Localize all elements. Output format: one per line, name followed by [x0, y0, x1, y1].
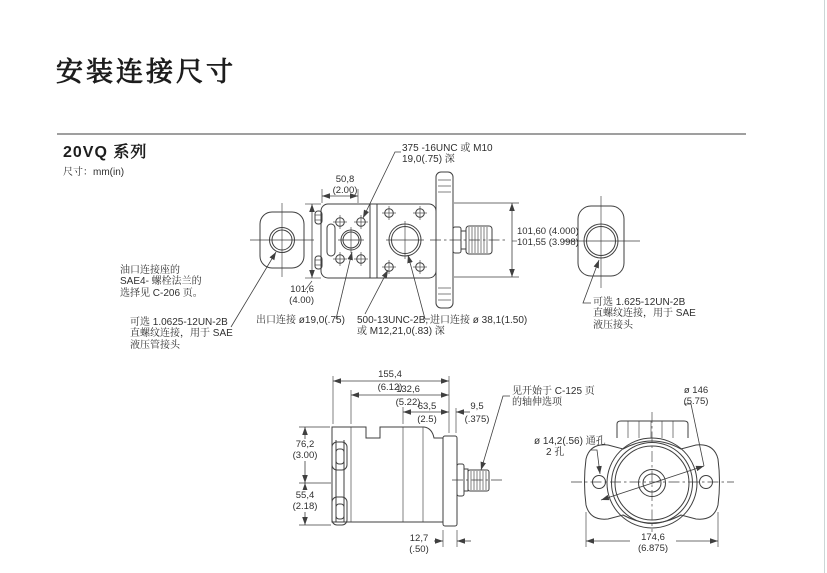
inlet-thread-note: 500-13UNC-2B, 或 M12,21,0(.83) 深: [357, 315, 445, 338]
port-pad-note: 油口连接座的 SAE4- 螺栓法兰的 选择见 C-206 页。: [120, 265, 203, 299]
dim-12-7: 12,7 (.50): [409, 533, 429, 555]
dim-132-6: 132,6 (5.22): [395, 384, 421, 408]
outlet-flange-view: [231, 203, 314, 327]
dim-9-5: 9,5 (.375): [464, 401, 490, 425]
inlet-option-note: 可选 1.625-12UN-2B 直螺纹连接，用于 SAE 液压接头: [593, 297, 696, 331]
dim-55-4: 55,4 (2.18): [282, 490, 328, 512]
dim-101-6: 101,6 (4.00): [289, 284, 314, 306]
shaft-option-note: 见开始于 C-125 页 的轴伸选项: [512, 386, 595, 409]
mounting-flange-side-view: [443, 436, 457, 526]
through-holes-note: ø 14,2(.56) 通孔 2 孔: [534, 436, 606, 459]
dim-76-2: 76,2 (3.00): [282, 439, 328, 461]
units-label: 尺寸：mm(in): [63, 167, 125, 178]
dim-63-5: 63,5 (2.5): [417, 401, 437, 425]
end-view-drawing: [571, 404, 734, 547]
page-edge-line: [824, 0, 825, 573]
dim-155-4: 155,4 (6.12): [377, 369, 403, 393]
series-title: 20VQ 系列: [63, 144, 148, 161]
inlet-flange-view: [563, 196, 640, 303]
outlet-port-label: 出口连接 ø19,0(.75): [256, 315, 345, 326]
outlet-option-note: 可选 1.0625-12UN-2B 直螺纹连接，用于 SAE 液压管接头: [130, 317, 233, 351]
page-title: 安装连接尺寸: [56, 57, 236, 87]
dim-146: ø 146 (5.75): [683, 385, 709, 407]
inlet-port-label: 进口连接 ø 38,1(1.50): [430, 315, 528, 326]
dim-50-8: 50,8 (2.00): [332, 174, 358, 196]
dim-pilot-diameter: 101,60 (4.000) 101,55 (3.998): [517, 226, 579, 248]
dim-174-6: 174,6 (6.875): [630, 532, 676, 554]
mount-thread-note: 375 -16UNC 或 M10 19,0(.75) 深: [402, 143, 493, 166]
shaft-top-view: [430, 226, 506, 254]
